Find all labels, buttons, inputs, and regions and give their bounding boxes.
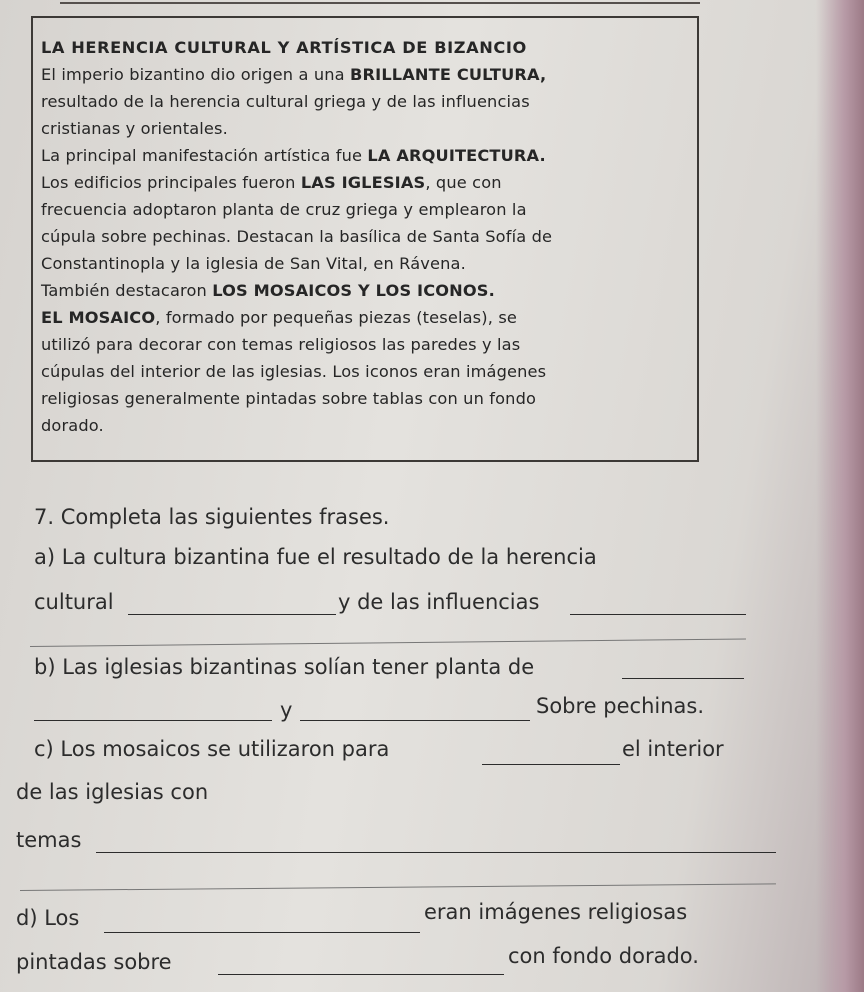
reading-line: utilizó para decorar con temas religiosos las paredes y las: [41, 335, 521, 354]
reading-line: El imperio bizantino dio origen a una BRILLANTE CULTURA,: [41, 65, 547, 84]
question-c-line2: de las iglesias con: [16, 780, 209, 804]
answer-blank-a1[interactable]: [128, 614, 336, 615]
question-d-line2-start: pintadas sobre: [16, 950, 172, 974]
reading-line: resultado de la herencia cultural griega y de las influencias: [41, 92, 530, 111]
reading-line: EL MOSAICO, formado por pequeñas piezas (teselas), se: [41, 308, 518, 327]
question-d-line2-end: con fondo dorado.: [508, 944, 699, 968]
question-c-start: c) Los mosaicos se utilizaron para: [34, 737, 390, 761]
answer-blank-d2[interactable]: [218, 974, 504, 975]
question-a-line1: a) La cultura bizantina fue el resultado de la herencia: [34, 545, 597, 569]
answer-line-a3[interactable]: [30, 639, 746, 647]
reading-line: La principal manifestación artística fue LA ARQUITECTURA.: [41, 146, 546, 165]
answer-blank-d1[interactable]: [104, 932, 420, 933]
question-b-mid: y: [280, 698, 293, 722]
reading-line: frecuencia adoptaron planta de cruz griega y emplearon la: [41, 200, 527, 219]
question-b-line1: b) Las iglesias bizantinas solían tener planta de: [34, 655, 535, 679]
question-a-mid: y de las influencias: [338, 590, 540, 614]
question-c-end: el interior: [622, 737, 724, 761]
reading-line: cúpula sobre pechinas. Destacan la basílica de Santa Sofía de: [41, 227, 553, 246]
question-a-start: cultural: [34, 590, 114, 614]
question-b-end: Sobre pechinas.: [536, 694, 705, 718]
answer-line-c3[interactable]: [20, 883, 776, 891]
reading-line: religiosas generalmente pintadas sobre tablas con un fondo: [41, 389, 537, 408]
question-c-line3: temas: [16, 828, 82, 852]
reading-title: LA HERENCIA CULTURAL Y ARTÍSTICA DE BIZANCIO: [41, 38, 527, 57]
answer-blank-b2[interactable]: [34, 720, 272, 721]
reading-line: cristianas y orientales.: [41, 119, 228, 138]
reading-line: También destacaron LOS MOSAICOS Y LOS ICONOS.: [41, 281, 495, 300]
paper-edge-shadow: [816, 0, 864, 992]
reading-line: Constantinopla y la iglesia de San Vital, en Rávena.: [41, 254, 466, 273]
answer-blank-a2[interactable]: [570, 614, 746, 615]
answer-blank-c1[interactable]: [482, 764, 620, 765]
answer-blank-c2[interactable]: [96, 852, 776, 853]
reading-line: cúpulas del interior de las iglesias. Los iconos eran imágenes: [41, 362, 547, 381]
answer-blank-b3[interactable]: [300, 720, 530, 721]
question-d-end: eran imágenes religiosas: [424, 900, 688, 924]
top-border-line: [60, 2, 700, 4]
reading-line: dorado.: [41, 416, 104, 435]
exercise-heading: 7. Completa las siguientes frases.: [34, 505, 390, 529]
answer-blank-b1[interactable]: [622, 678, 744, 679]
reading-box: [31, 16, 699, 462]
question-d-start: d) Los: [16, 906, 80, 930]
reading-line: Los edificios principales fueron LAS IGLESIAS, que con: [41, 173, 502, 192]
